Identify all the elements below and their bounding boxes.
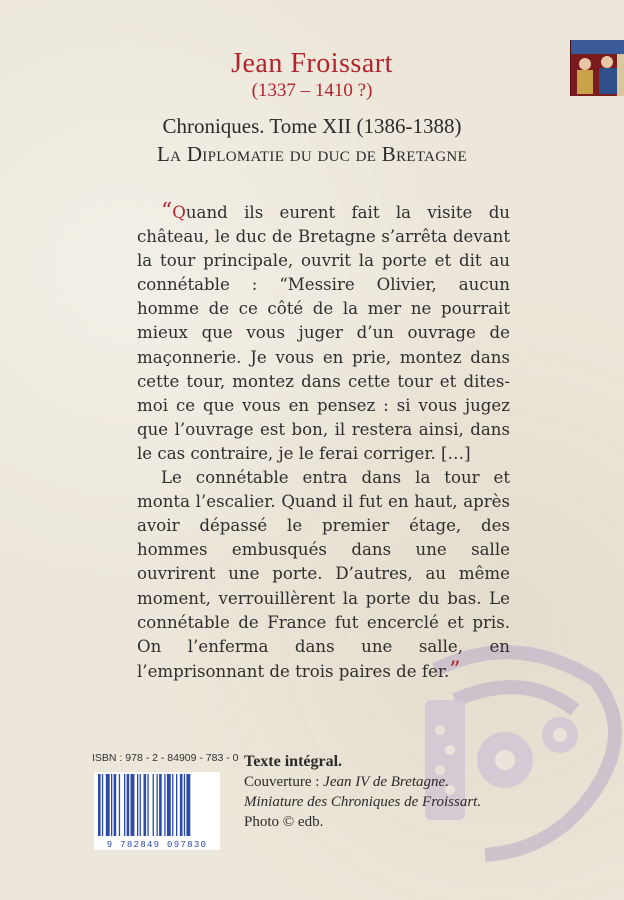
barcode-bar xyxy=(157,774,158,836)
series-title: Chroniques. Tome XII (1386-1388) xyxy=(162,114,462,138)
credits-block xyxy=(244,752,544,832)
barcode-bar xyxy=(140,774,141,836)
excerpt-quote xyxy=(137,200,510,684)
open-quote-mark: “ xyxy=(161,199,173,224)
barcode-bar xyxy=(176,774,177,836)
barcode-bar xyxy=(180,774,183,836)
barcode-bar xyxy=(114,774,117,836)
barcode-block xyxy=(92,752,239,850)
quote-para2-text: Le connétable entra dans la tour et monta l’escalier. Quand il fut en haut, après avoir dépassé le premier étage, des hommes embusqués dans une salle ouvrirent une porte. D’autres, au même moment, verrouillèrent la porte du bas. Le connétable de France fut encerclé et pris. On l’enferma dans une salle, en l’emprisonnant de trois paires de fer. xyxy=(137,468,510,681)
barcode-bar xyxy=(98,774,101,836)
barcode-bar xyxy=(127,774,130,836)
barcode-digits: 9 782849 097830 xyxy=(94,840,220,850)
barcode-bar xyxy=(124,774,125,836)
barcode-bar xyxy=(159,774,162,836)
barcode-bar xyxy=(172,774,173,836)
barcode-bar xyxy=(106,774,110,836)
barcode-bar xyxy=(164,774,165,836)
barcode-bar xyxy=(102,774,103,836)
author-name: Jean Froissart xyxy=(231,48,393,79)
miniature-credit: Miniature des Chroniques de Froissart. xyxy=(244,794,482,810)
integral-text: Texte intégral. xyxy=(244,753,343,770)
isbn-text: ISBN : 978 - 2 - 84909 - 783 - 0 xyxy=(92,752,239,764)
barcode-bar xyxy=(131,774,135,836)
quote-first-letter: Q xyxy=(172,203,186,222)
book-subtitle: La Diplomatie du duc de Bretagne xyxy=(157,142,467,166)
barcode-bar xyxy=(119,774,120,836)
photo-credit: Photo © edb. xyxy=(244,814,324,830)
barcode-bar xyxy=(137,774,138,836)
cover-miniature-image xyxy=(570,40,624,96)
barcode-bar xyxy=(111,774,112,836)
barcode-bar xyxy=(147,774,148,836)
cover-credit xyxy=(244,772,544,792)
barcode-bar xyxy=(153,774,154,836)
barcode-bar xyxy=(167,774,171,836)
barcode-bar xyxy=(186,774,190,836)
barcode-bar xyxy=(184,774,185,836)
barcode-bar xyxy=(144,774,147,836)
quote-paragraph-2 xyxy=(137,466,510,684)
author-dates: (1337 – 1410 ?) xyxy=(251,80,373,101)
cover-credit-title: Jean IV de Bretagne. xyxy=(323,774,449,790)
close-quote-mark: ” xyxy=(449,657,461,683)
quote-paragraph-1 xyxy=(137,200,510,466)
cover-credit-label: Couverture : xyxy=(244,774,324,790)
quote-para1-text: uand ils eurent fait la visite du château, le duc de Bretagne s’arrêta devant la tour principale, ouvrit la porte et dit au connétable : “Messire Olivier, aucun homme de ce côté de la mer ne pourrait mieux que vous juger d’un ouvrage de maçonnerie. Je vous en prie, montez dans cette tour, montez dans cette tour et dites-moi ce que vous en pensez : si vous jugez que l’ouvrage est bon, il restera ainsi, dans le cas contraire, je le ferai corriger. […] xyxy=(137,203,510,463)
barcode xyxy=(94,772,220,850)
